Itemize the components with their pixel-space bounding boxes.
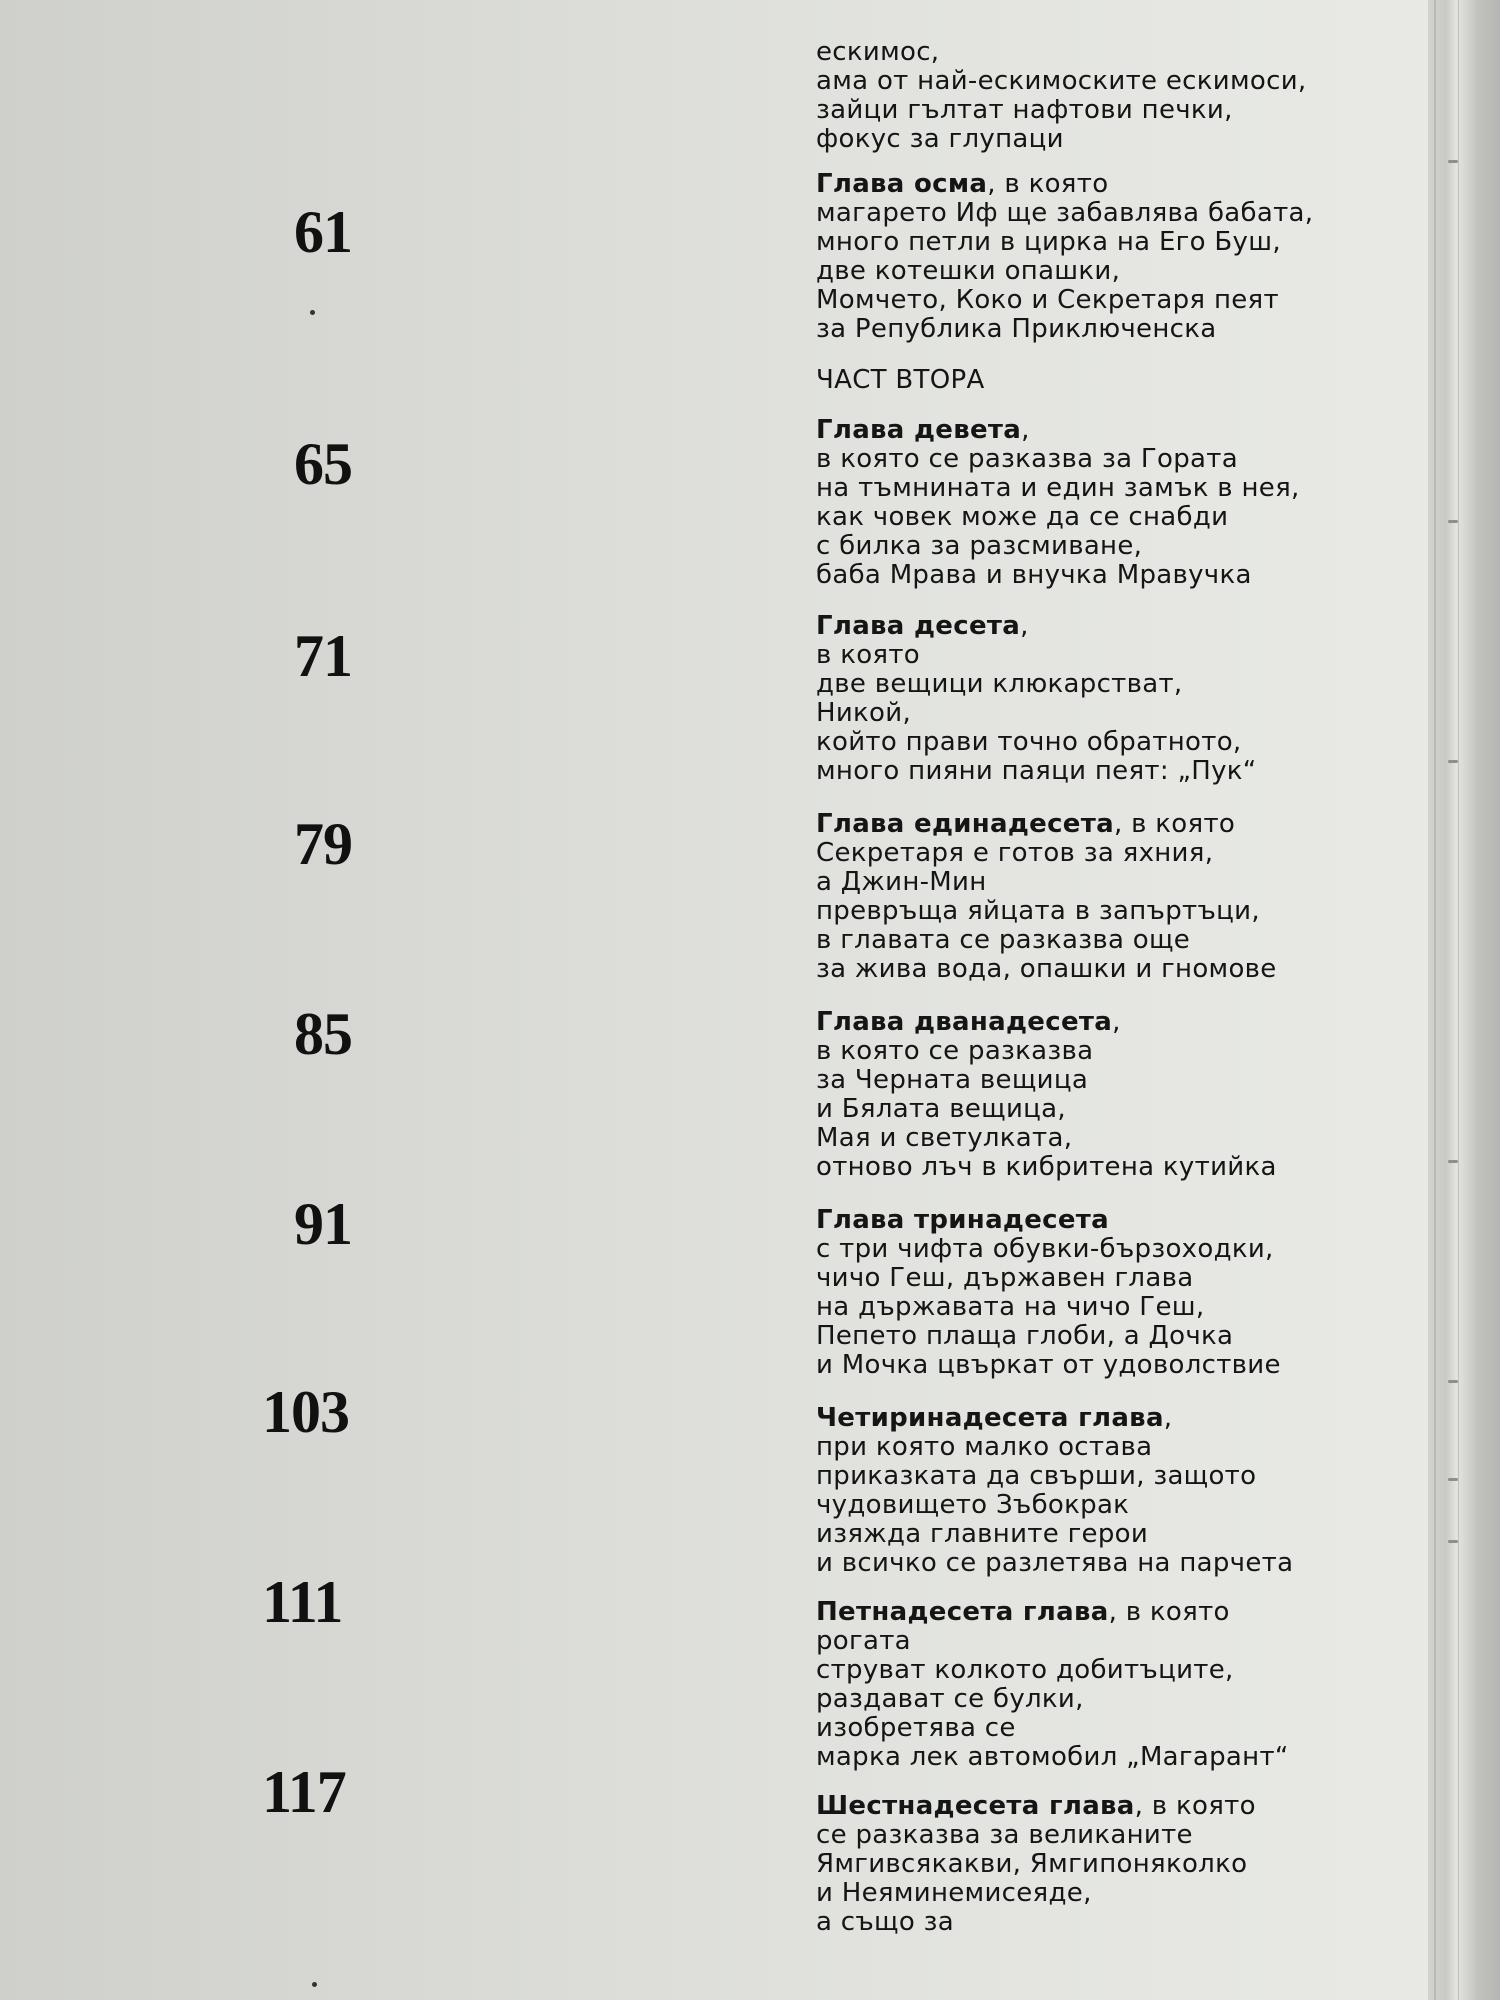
part-heading-block xyxy=(816,366,1416,395)
binding-stitch xyxy=(1448,760,1458,763)
toc-entry xyxy=(816,1008,1416,1182)
entry-line: Момчето, Коко и Секретаря пеят xyxy=(816,285,1279,315)
entry-line: който прави точно обратното, xyxy=(816,727,1242,757)
print-speck xyxy=(312,1982,317,1987)
entry-heading-rest: , xyxy=(1020,611,1029,641)
entry-heading-rest: , xyxy=(1112,1007,1121,1037)
entry-heading-rest: , в която xyxy=(987,169,1109,199)
entry-line: изяжда главните герои xyxy=(816,1519,1149,1549)
page-number: 103 xyxy=(262,1379,349,1445)
entry-line: как човек може да се снабди xyxy=(816,502,1229,532)
entry-line: в главата се разказва още xyxy=(816,925,1191,955)
entry-line: две вещици клюкарстват, xyxy=(816,669,1183,699)
entry-heading: Глава девета xyxy=(816,415,1022,445)
page-number: 65 xyxy=(294,431,352,497)
binding-stitch xyxy=(1448,1160,1458,1163)
entry-line: две котешки опашки, xyxy=(816,256,1121,286)
entry-line: баба Мрава и внучка Мравучка xyxy=(816,560,1252,590)
entry-heading-line xyxy=(816,1206,1416,1235)
entry-heading-line xyxy=(816,1404,1416,1433)
binding-stitch xyxy=(1448,520,1458,523)
entry-line: Ямгивсякакви, Ямгипоняколко xyxy=(816,1849,1248,1879)
entry-heading: Шестнадесета глава xyxy=(816,1791,1135,1821)
entry-line: в която се разказва за Гората xyxy=(816,444,1238,474)
binding-stitch xyxy=(1448,1540,1458,1543)
entry-heading: Петнадесета глава xyxy=(816,1597,1109,1627)
toc-entry xyxy=(816,810,1416,984)
toc-entry xyxy=(816,1206,1416,1380)
entry-line: на тъмнината и един замък в нея, xyxy=(816,473,1300,503)
entry-line: за жива вода, опашки и гномове xyxy=(816,954,1277,984)
entry-line: и Бялата вещица, xyxy=(816,1094,1066,1124)
entry-heading: Четиринадесета глава xyxy=(816,1403,1164,1433)
entry-line: раздават се булки, xyxy=(816,1684,1084,1714)
toc-entry xyxy=(816,1404,1416,1578)
entry-heading-rest: , в която xyxy=(1113,809,1236,839)
intro-line: ама от най-ескимоските ескимоси, xyxy=(816,66,1307,96)
entry-line: чудовището Зъбокрак xyxy=(816,1490,1130,1520)
entry-line: Никой, xyxy=(816,698,912,728)
entry-heading: Глава осма xyxy=(816,169,988,199)
entry-heading-line xyxy=(816,612,1416,641)
entry-line: а също за xyxy=(816,1907,954,1937)
page-number: 79 xyxy=(294,811,352,877)
page-number: 117 xyxy=(262,1759,346,1825)
entry-line: с три чифта обувки-бързоходки, xyxy=(816,1234,1274,1264)
entry-line: с билка за разсмиване, xyxy=(816,531,1143,561)
entry-line: превръща яйцата в запъртъци, xyxy=(816,896,1260,926)
entry-line: марка лек автомобил „Магарант“ xyxy=(816,1742,1289,1772)
toc-entry xyxy=(816,1598,1416,1772)
entry-line: много петли в цирка на Его Буш, xyxy=(816,227,1281,257)
page-number: 85 xyxy=(294,1001,352,1067)
toc-entry xyxy=(816,170,1416,344)
page-number: 61 xyxy=(294,199,352,265)
entry-line: и Неяминемисеяде, xyxy=(816,1878,1092,1908)
entry-heading-rest: , xyxy=(1021,415,1030,445)
entry-heading: Глава дванадесета xyxy=(816,1007,1113,1037)
entry-heading: Глава десета xyxy=(816,611,1021,641)
entry-line: се разказва за великаните xyxy=(816,1820,1193,1850)
entry-line: струват колкото добитъците, xyxy=(816,1655,1234,1685)
toc-entry xyxy=(816,612,1416,786)
entry-line: изобретява се xyxy=(816,1713,1016,1743)
intro-text xyxy=(816,38,1416,154)
entry-line: и Мочка цвъркат от удоволствие xyxy=(816,1350,1281,1380)
entry-line: в която xyxy=(816,640,920,670)
intro-line: ескимос, xyxy=(816,37,940,67)
entry-heading: Глава тринадесета xyxy=(816,1205,1110,1235)
entry-line: Мая и светулката, xyxy=(816,1123,1073,1153)
entry-line: Пепето плаща глоби, а Дочка xyxy=(816,1321,1234,1351)
page-binding-edge xyxy=(1428,0,1500,2000)
toc-entry xyxy=(816,416,1416,590)
entry-line: в която се разказва xyxy=(816,1036,1094,1066)
binding-stitch xyxy=(1448,1478,1458,1481)
entry-line: магарето Иф ще забавлява бабата, xyxy=(816,198,1314,228)
entry-line: чичо Геш, държавен глава xyxy=(816,1263,1194,1293)
part-heading: ЧАСТ ВТОРА xyxy=(816,365,985,395)
entry-line: и всичко се разлетява на парчета xyxy=(816,1548,1294,1578)
entry-line: приказката да свърши, защото xyxy=(816,1461,1257,1491)
intro-line: фокус за глупаци xyxy=(816,124,1064,154)
entry-heading-line xyxy=(816,1008,1416,1037)
toc-entry xyxy=(816,1792,1416,1937)
entry-line: при която малко остава xyxy=(816,1432,1153,1462)
page-number: 111 xyxy=(262,1569,343,1635)
entry-line: за Република Приключенска xyxy=(816,314,1217,344)
entry-heading-rest: , xyxy=(1163,1403,1173,1433)
entry-line: рогата xyxy=(816,1626,911,1656)
page-number: 91 xyxy=(294,1191,352,1257)
entry-heading-line xyxy=(816,416,1416,445)
entry-line: много пияни паяци пеят: „Пук“ xyxy=(816,756,1257,786)
page-number: 71 xyxy=(294,623,352,689)
intro-line: зайци гълтат нафтови печки, xyxy=(816,95,1233,125)
entry-heading-rest: , в която xyxy=(1134,1791,1256,1821)
entry-heading-rest: , в която xyxy=(1108,1597,1230,1627)
print-speck xyxy=(310,310,315,315)
entry-heading-line xyxy=(816,170,1416,199)
entry-line: на държавата на чичо Геш, xyxy=(816,1292,1205,1322)
entry-heading-line xyxy=(816,1792,1416,1821)
binding-stitch xyxy=(1448,1380,1458,1383)
entry-heading-line xyxy=(816,1598,1416,1627)
entry-heading: Глава единадесета xyxy=(816,809,1114,839)
entry-line: а Джин-Мин xyxy=(816,867,987,897)
entry-line: за Черната вещица xyxy=(816,1065,1089,1095)
entry-heading-line xyxy=(816,810,1416,839)
binding-stitch xyxy=(1448,160,1458,163)
entry-line: Секретаря е готов за яхния, xyxy=(816,838,1214,868)
entry-line: отново лъч в кибритена кутийка xyxy=(816,1152,1277,1182)
